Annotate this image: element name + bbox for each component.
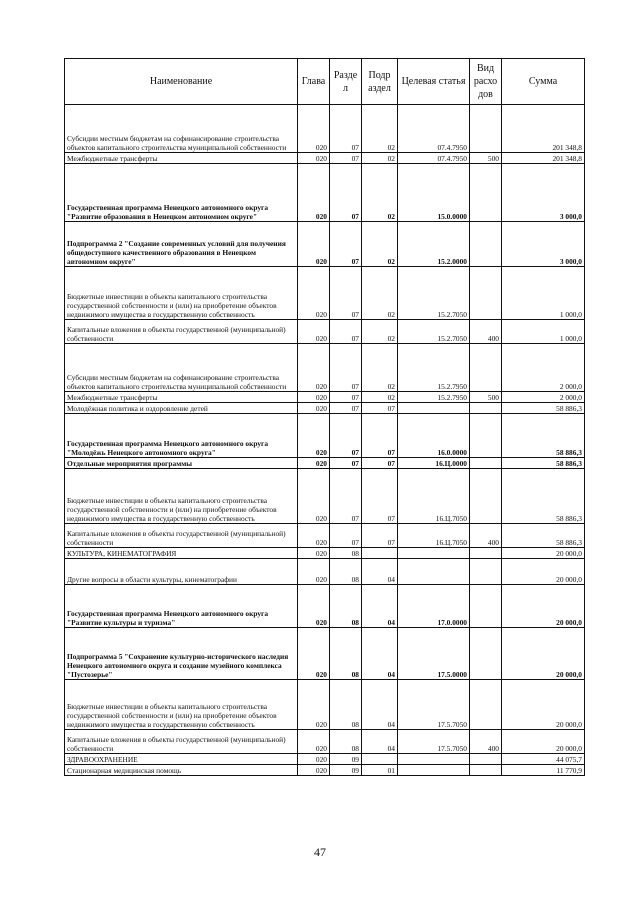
row-section: 08: [330, 730, 362, 754]
row-amount: 58 886,3: [502, 469, 585, 524]
row-target: 16.Ц.7050: [398, 524, 470, 548]
row-target: [398, 559, 470, 585]
row-amount: 20 000,0: [502, 585, 585, 628]
page-number: 47: [314, 845, 326, 859]
row-chapter: 020: [298, 548, 330, 559]
row-subsection: 02: [362, 267, 398, 320]
row-name: Бюджетные инвестиции в объекты капитального строительства государственной собственности и (или) на приобретение объектов недвижимого имущества в государственную собственность: [67, 292, 277, 319]
row-expense-type: 400: [470, 320, 502, 344]
row-name: Подпрограмма 2 "Создание современных условий для получения общедоступного качественного образования в Ненецком автономном округе": [67, 239, 286, 266]
row-expense-type: [470, 754, 502, 765]
row-amount: 20 000,0: [502, 730, 585, 754]
row-expense-type: [470, 414, 502, 458]
row-chapter: 020: [298, 222, 330, 267]
row-expense-type: 500: [470, 392, 502, 403]
row-amount: 1 000,0: [502, 267, 585, 320]
row-target: 16.0.0000: [398, 414, 470, 458]
row-target: 07.4.7950: [398, 105, 470, 153]
row-expense-type: [470, 469, 502, 524]
row-subsection: 01: [362, 765, 398, 776]
row-target: [398, 765, 470, 776]
table-row: [65, 105, 585, 153]
row-section: 07: [330, 458, 362, 469]
row-section: 07: [330, 105, 362, 153]
row-expense-type: [470, 403, 502, 414]
row-name: Государственная программа Ненецкого автономного округа "Развитие культуры и туризма": [67, 609, 269, 627]
row-name: ЗДРАВООХРАНЕНИЕ: [67, 755, 138, 764]
row-amount: 20 000,0: [502, 628, 585, 680]
row-name: Государственная программа Ненецкого автономного округа "Развитие образования в Ненецком автономном округе": [67, 203, 269, 221]
row-section: 07: [330, 153, 362, 164]
row-section: 08: [330, 585, 362, 628]
row-chapter: 020: [298, 344, 330, 392]
table-row: [65, 458, 585, 469]
row-expense-type: [470, 164, 502, 222]
row-chapter: 020: [298, 320, 330, 344]
row-target: 17.5.7050: [398, 730, 470, 754]
row-subsection: 04: [362, 730, 398, 754]
table-row: [65, 344, 585, 392]
row-chapter: 020: [298, 628, 330, 680]
row-amount: 44 075,7: [502, 754, 585, 765]
row-amount: 20 000,0: [502, 559, 585, 585]
table-row: [65, 267, 585, 320]
row-section: 09: [330, 754, 362, 765]
row-name: Бюджетные инвестиции в объекты капитального строительства государственной собственности и (или) на приобретение объектов недвижимого имущества в государственную собственность: [67, 702, 277, 729]
row-chapter: 020: [298, 458, 330, 469]
table-row: [65, 524, 585, 548]
row-name: Межбюджетные трансферты: [67, 154, 158, 163]
row-amount: 3 000,0: [502, 164, 585, 222]
row-section: 08: [330, 559, 362, 585]
table-row: [65, 585, 585, 628]
row-amount: 1 000,0: [502, 320, 585, 344]
row-subsection: 04: [362, 628, 398, 680]
row-expense-type: [470, 344, 502, 392]
row-expense-type: [470, 680, 502, 730]
row-subsection: 02: [362, 153, 398, 164]
table-row: [65, 680, 585, 730]
table-row: [65, 559, 585, 585]
row-target: 15.2.0000: [398, 222, 470, 267]
row-chapter: 020: [298, 414, 330, 458]
row-subsection: 02: [362, 164, 398, 222]
table-row: [65, 754, 585, 765]
row-section: 07: [330, 403, 362, 414]
table-row: [65, 469, 585, 524]
row-section: 08: [330, 548, 362, 559]
table-row: [65, 548, 585, 559]
header-target: Целевая статья: [398, 59, 470, 105]
row-chapter: 020: [298, 105, 330, 153]
row-target: 15.2.7050: [398, 320, 470, 344]
row-section: 07: [330, 469, 362, 524]
row-amount: 58 886,3: [502, 524, 585, 548]
row-amount: 58 886,3: [502, 403, 585, 414]
row-target: 17.5.7050: [398, 680, 470, 730]
row-section: 08: [330, 628, 362, 680]
row-amount: 2 000,0: [502, 344, 585, 392]
row-subsection: 02: [362, 320, 398, 344]
row-chapter: 020: [298, 267, 330, 320]
row-chapter: 020: [298, 164, 330, 222]
table-header-row: [65, 59, 585, 105]
row-chapter: 020: [298, 585, 330, 628]
row-subsection: 02: [362, 105, 398, 153]
header-subsection: Подр аздел: [362, 59, 398, 105]
row-chapter: 020: [298, 392, 330, 403]
row-name: Другие вопросы в области культуры, кинематографии: [67, 575, 237, 584]
table-row: [65, 153, 585, 164]
row-expense-type: [470, 585, 502, 628]
row-section: 07: [330, 164, 362, 222]
row-section: 07: [330, 344, 362, 392]
row-amount: 20 000,0: [502, 680, 585, 730]
row-name: Бюджетные инвестиции в объекты капитального строительства государственной собственности и (или) на приобретение объектов недвижимого имущества в государственную собственность: [67, 496, 277, 523]
row-subsection: 02: [362, 344, 398, 392]
row-target: 16.Ц.7050: [398, 469, 470, 524]
row-target: [398, 403, 470, 414]
row-name: Государственная программа Ненецкого автономного округа "Молодёжь Ненецкого автономного округа": [67, 439, 269, 457]
row-amount: 58 886,3: [502, 458, 585, 469]
row-section: 08: [330, 680, 362, 730]
row-expense-type: [470, 458, 502, 469]
table-row: [65, 730, 585, 754]
table-row: [65, 164, 585, 222]
row-amount: 201 348,8: [502, 105, 585, 153]
row-target: 15.2.7950: [398, 392, 470, 403]
row-chapter: 020: [298, 469, 330, 524]
header-amount: Сумма: [502, 59, 585, 105]
row-subsection: 07: [362, 469, 398, 524]
row-subsection: [362, 754, 398, 765]
row-amount: 3 000,0: [502, 222, 585, 267]
row-target: 17.5.0000: [398, 628, 470, 680]
row-section: 07: [330, 392, 362, 403]
row-subsection: 02: [362, 222, 398, 267]
row-amount: 201 348,8: [502, 153, 585, 164]
row-subsection: 07: [362, 524, 398, 548]
row-section: 09: [330, 765, 362, 776]
row-chapter: 020: [298, 680, 330, 730]
row-expense-type: [470, 105, 502, 153]
row-amount: 11 770,9: [502, 765, 585, 776]
row-section: 07: [330, 320, 362, 344]
row-subsection: 07: [362, 458, 398, 469]
row-chapter: 020: [298, 754, 330, 765]
row-expense-type: [470, 559, 502, 585]
table-row: [65, 403, 585, 414]
row-chapter: 020: [298, 765, 330, 776]
row-target: [398, 754, 470, 765]
row-expense-type: [470, 267, 502, 320]
row-expense-type: 400: [470, 524, 502, 548]
row-amount: 58 886,3: [502, 414, 585, 458]
row-section: 07: [330, 414, 362, 458]
row-name: Отдельные мероприятия программы: [67, 459, 193, 468]
table-row: [65, 392, 585, 403]
row-expense-type: [470, 222, 502, 267]
row-name: Капитальные вложения в объекты государственной (муниципальной) собственности: [67, 735, 286, 753]
row-expense-type: [470, 765, 502, 776]
row-subsection: 02: [362, 392, 398, 403]
row-name: Капитальные вложения в объекты государственной (муниципальной) собственности: [67, 325, 286, 343]
table-row: [65, 222, 585, 267]
row-chapter: 020: [298, 403, 330, 414]
row-name: Субсидии местным бюджетам на софинансирование строительства объектов капитального строительства муниципальной собственности: [67, 373, 287, 391]
row-chapter: 020: [298, 153, 330, 164]
header-expense-type: Вид расхо дов: [470, 59, 502, 105]
header-section: Разде л: [330, 59, 362, 105]
row-expense-type: 400: [470, 730, 502, 754]
row-section: 07: [330, 222, 362, 267]
table-row: [65, 320, 585, 344]
row-expense-type: [470, 628, 502, 680]
header-name: Наименование: [65, 59, 298, 105]
row-target: 16.Ц.0000: [398, 458, 470, 469]
row-expense-type: [470, 548, 502, 559]
row-expense-type: 500: [470, 153, 502, 164]
row-subsection: [362, 548, 398, 559]
row-name: Субсидии местным бюджетам на софинансирование строительства объектов капитального строительства муниципальной собственности: [67, 134, 287, 152]
row-target: 17.0.0000: [398, 585, 470, 628]
row-amount: 2 000,0: [502, 392, 585, 403]
table-row: [65, 414, 585, 458]
row-name: Межбюджетные трансферты: [67, 393, 158, 402]
row-chapter: 020: [298, 559, 330, 585]
row-subsection: 04: [362, 680, 398, 730]
header-chapter: Глава: [298, 59, 330, 105]
row-section: 07: [330, 524, 362, 548]
row-name: КУЛЬТУРА, КИНЕМАТОГРАФИЯ: [67, 549, 177, 558]
row-chapter: 020: [298, 730, 330, 754]
row-subsection: 04: [362, 585, 398, 628]
row-subsection: 07: [362, 414, 398, 458]
table-row: [65, 765, 585, 776]
row-name: Молодёжная политика и оздоровление детей: [67, 404, 208, 413]
row-target: 15.2.7050: [398, 267, 470, 320]
row-target: [398, 548, 470, 559]
row-section: 07: [330, 267, 362, 320]
row-name: Подпрограмма 5 "Сохранение культурно-исторического наследия Ненецкого автономного округа и создание музейного комплекса "Пустозерье": [67, 652, 289, 679]
row-name: Стационарная медицинская помощь: [67, 766, 182, 775]
row-target: 15.0.0000: [398, 164, 470, 222]
budget-table: [64, 58, 585, 776]
row-subsection: 04: [362, 559, 398, 585]
row-name: Капитальные вложения в объекты государственной (муниципальной) собственности: [67, 529, 286, 547]
row-target: 15.2.7950: [398, 344, 470, 392]
row-amount: 20 000,0: [502, 548, 585, 559]
row-chapter: 020: [298, 524, 330, 548]
row-subsection: 07: [362, 403, 398, 414]
table-row: [65, 628, 585, 680]
row-target: 07.4.7950: [398, 153, 470, 164]
